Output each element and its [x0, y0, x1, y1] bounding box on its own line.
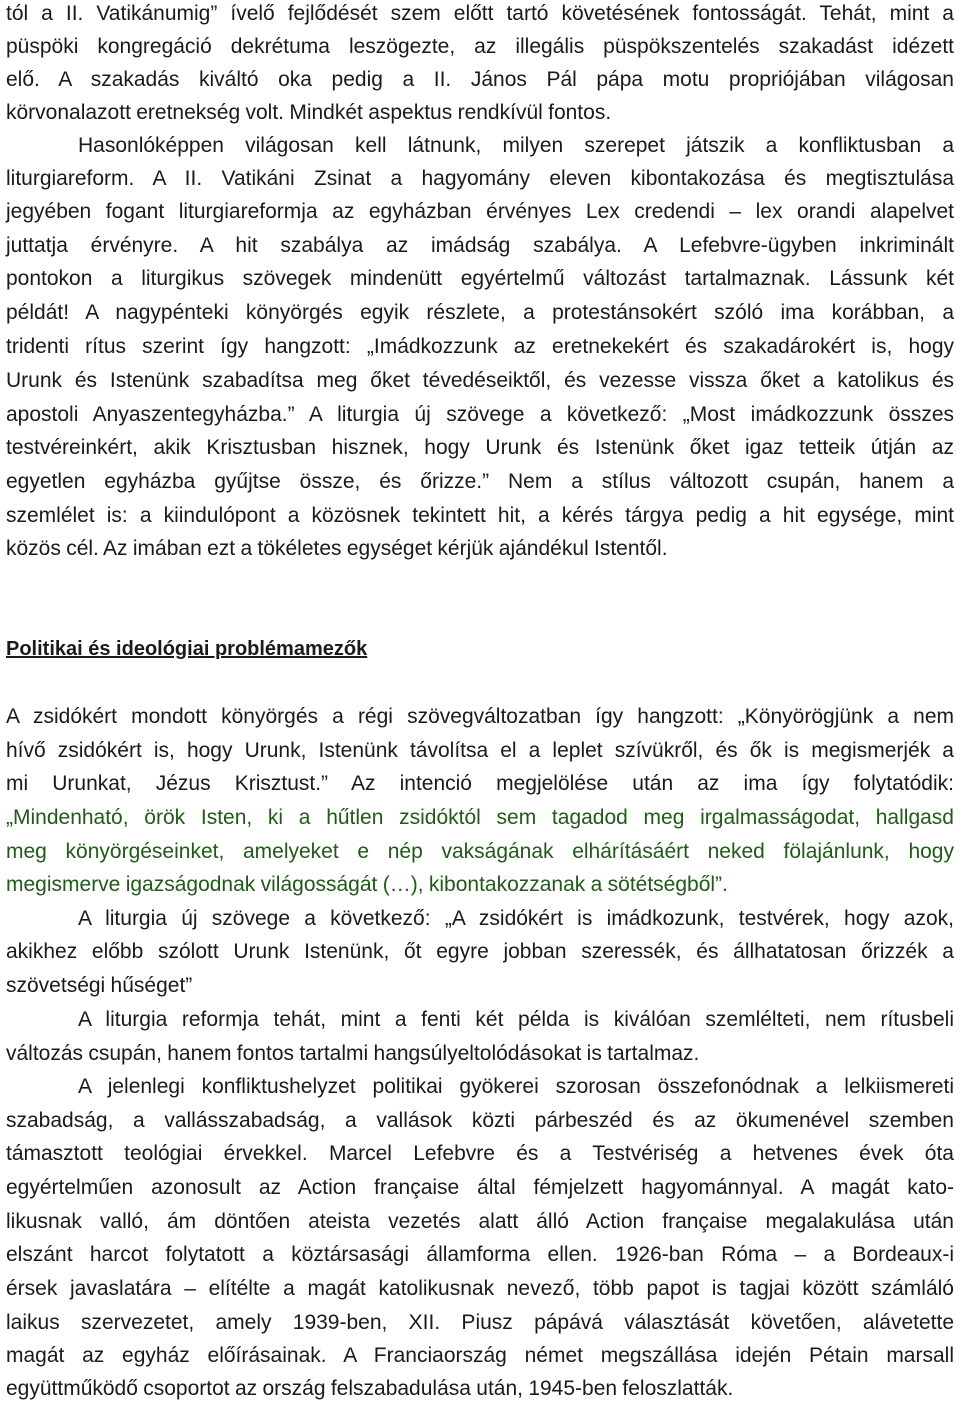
text-line: Urunk és Istenünk szabadítsa meg őket tévedéseiktől, és vezesse vissza őket a katolikus és [6, 369, 954, 392]
text-line: támasztott teológiai érvekkel. Marcel Lefebvre és a Testvériség a hetvenes évek óta [6, 1142, 954, 1165]
text-line: A jelenlegi konfliktushelyzet politikai gyökerei szorosan összefonódnak a lelkiismereti [78, 1075, 954, 1098]
text-line: pontokon a liturgikus szövegek mindenütt egyértelmű változást tartalmaznak. Lássunk két [6, 267, 954, 290]
text-line: jegyében fogant liturgiareformja az egyházban érvényes Lex credendi – lex orandi alapelvet [6, 200, 954, 223]
text-line: körvonalazott eretnekség volt. Mindkét aspektus rendkívül fontos. [6, 101, 612, 124]
text-line: A zsidókért mondott könyörgés a régi szövegváltozatban így hangzott: „Könyörögjünk a nem [6, 705, 954, 728]
text-line: hívő zsidókért is, hogy Urunk, Istenünk távolítsa el a leplet szívükről, és ők is megismerjék a [6, 739, 954, 762]
text-line: közös cél. Az imában ezt a tökéletes egységet kérjük ajándékul Istentől. [6, 537, 668, 560]
text-line: A liturgia reformja tehát, mint a fenti két példa is kiválóan szemlélteti, nem rítusbeli [78, 1008, 954, 1031]
text-line: mi Urunkat, Jézus Krisztust.” Az intenció megjelölése után az ima így folytatódik: [6, 772, 954, 795]
text-line: szabadság, a vallásszabadság, a vallások közti párbeszéd és az ökumenével szemben [6, 1109, 954, 1132]
text-line: liturgiareform. A II. Vatikáni Zsinat a hagyomány eleven kibontakozása és megtisztulása [6, 167, 954, 190]
text-line: példát! A nagypénteki könyörgés egyik részlete, a protestánsokért szóló ima korábban, a [6, 301, 954, 324]
text-line: szövetségi hűséget” [6, 974, 193, 997]
text-line: elő. A szakadás kiváltó oka pedig a II. János Pál pápa motu propriójában világosan [6, 68, 954, 91]
text-line: tól a II. Vatikánumig” ívelő fejlődését szem előtt tartó követésének fontosságát. Tehát, mint a [6, 2, 954, 25]
text-line: megismerve igazságodnak világosságát (…), kibontakozzanak a sötétségből”. [6, 873, 728, 896]
text-line: magát az egyház előírásainak. A Franciaország német megszállása idején Pétain marsall [6, 1344, 954, 1367]
text-line: egyértelműen azonosult az Action française által fémjelzett hagyománnyal. A magát kato- [6, 1176, 954, 1199]
text-line: szemlélet is: a kiindulópont a közösnek tekintett hit, a kérés tárgya pedig a hit egysége, mint [6, 504, 954, 527]
text-line: juttatja érvényre. A hit szabálya az imádság szabálya. A Lefebvre-ügyben inkriminált [6, 234, 954, 257]
text-line: püspöki kongregáció dekrétuma leszögezte, az illegális püspökszentelés szakadást idézett [6, 35, 954, 58]
text-line: elszánt harcot folytatott a köztársasági államforma ellen. 1926-ban Róma – a Bordeaux-i [6, 1243, 954, 1266]
text-line: akikhez előbb szólott Urunk Istenünk, őt egyre jobban szeressék, és állhatatosan őrizzék a [6, 940, 954, 963]
text-line: A liturgia új szövege a következő: „A zsidókért is imádkozunk, testvérek, hogy azok, [78, 907, 954, 930]
text-line: testvéreinkért, akik Krisztusban hisznek, hogy Urunk és Istenünk őket igaz tetteik útján az [6, 436, 954, 459]
text-line: érsek javaslatára – elítélte a magát katolikusnak nevező, több papot is tagjai között számláló [6, 1277, 954, 1300]
text-line: egyetlen egyházba gyűjtse össze, és őrizze.” Nem a stílus változott csupán, hanem a [6, 470, 954, 493]
section-heading: Politikai és ideológiai problémamezők [6, 638, 368, 660]
text-line: „Mindenható, örök Isten, ki a hűtlen zsidóktól sem tagadod meg irgalmasságodat, hallgasd [6, 806, 954, 829]
text-line: Hasonlóképpen világosan kell látnunk, milyen szerepet játszik a konfliktusban a [78, 134, 954, 157]
text-line: apostoli Anyaszentegyházba.” A liturgia új szövege a következő: „Most imádkozzunk összes [6, 403, 954, 426]
text-line: likusnak valló, ám döntően ateista vezetés alatt álló Action française megalakulása után [6, 1210, 954, 1233]
text-line: együttműködő csoportot az ország felszabadulása után, 1945-ben feloszlatták. [6, 1377, 734, 1400]
text-line: laikus szervezetet, amely 1939-ben, XII. Piusz pápává választását követően, alávetette [6, 1311, 954, 1334]
text-line: meg könyörgéseinket, amelyeket e nép vakságának elhárításáért neked fölajánlunk, hogy [6, 840, 954, 863]
text-line: tridenti rítus szerint így hangzott: „Imádkozzunk az eretnekekért és szakadárokért is, hogy [6, 335, 954, 358]
text-line: változás csupán, hanem fontos tartalmi hangsúlyeltolódásokat is tartalmaz. [6, 1042, 700, 1065]
